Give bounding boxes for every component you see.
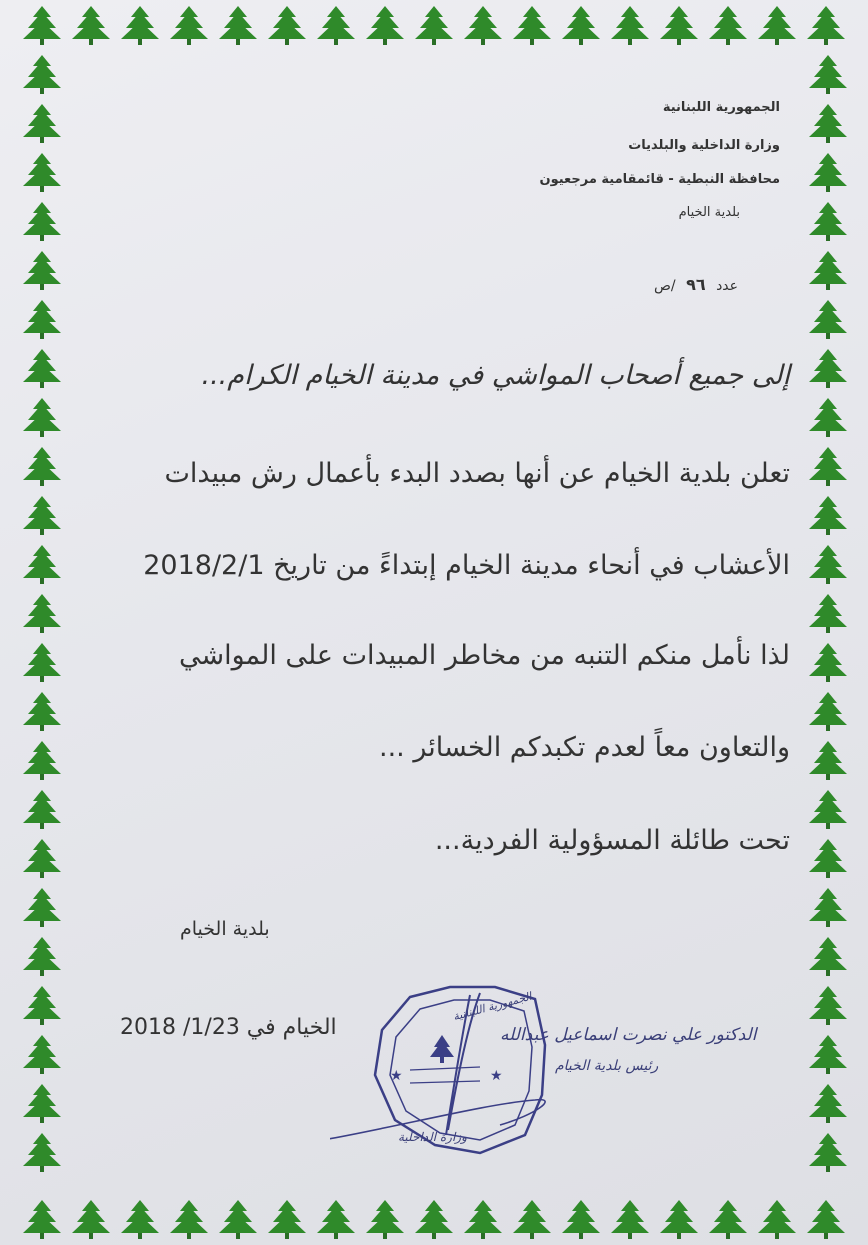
cedar-tree-icon xyxy=(268,6,306,45)
header-governorate: محافظة النبطية - قائمقامية مرجعيون xyxy=(539,172,780,187)
cedar-tree-icon xyxy=(219,1200,257,1239)
stamp-text-bottom: وزارة الداخلية xyxy=(398,1130,467,1144)
cedar-tree-icon xyxy=(809,202,847,241)
cedar-tree-icon xyxy=(807,1200,845,1239)
cedar-tree-icon xyxy=(23,398,61,437)
cedar-tree-icon xyxy=(23,55,61,94)
cedar-tree-icon xyxy=(809,447,847,486)
cedar-tree-icon xyxy=(809,741,847,780)
header-ministry: وزارة الداخلية والبلديات xyxy=(628,138,780,153)
cedar-tree-icon xyxy=(317,1200,355,1239)
cedar-tree-icon xyxy=(809,594,847,633)
reference-prefix: عدد xyxy=(716,278,738,294)
issuer-label: بلدية الخيام xyxy=(180,918,270,940)
header-municipality: بلدية الخيام xyxy=(678,205,740,220)
cedar-tree-icon xyxy=(809,251,847,290)
cedar-tree-icon xyxy=(121,1200,159,1239)
cedar-tree-icon xyxy=(809,1084,847,1123)
cedar-tree-icon xyxy=(415,6,453,45)
cedar-tree-icon xyxy=(23,251,61,290)
reference-number xyxy=(654,275,738,294)
salutation: إلى جميع أصحاب المواشي في مدينة الخيام الكرام... xyxy=(201,360,790,391)
cedar-tree-icon xyxy=(513,1200,551,1239)
body-line-4: والتعاون معاً لعدم تكبدكم الخسائر ... xyxy=(379,732,790,763)
cedar-tree-icon xyxy=(809,692,847,731)
cedar-tree-icon xyxy=(23,986,61,1025)
cedar-tree-icon xyxy=(809,153,847,192)
signatory-title: رئيس بلدية الخيام xyxy=(555,1058,659,1074)
cedar-tree-icon xyxy=(660,6,698,45)
cedar-seal-icon xyxy=(430,1035,454,1063)
cedar-tree-icon xyxy=(23,888,61,927)
cedar-tree-icon xyxy=(121,6,159,45)
cedar-tree-icon xyxy=(809,496,847,535)
cedar-tree-icon xyxy=(809,300,847,339)
header-republic: الجمهورية اللبنانية xyxy=(662,100,780,115)
stamp-text-top: الجمهورية اللبنانية xyxy=(451,989,534,1024)
cedar-tree-icon xyxy=(23,153,61,192)
cedar-tree-icon xyxy=(23,300,61,339)
cedar-tree-icon xyxy=(366,6,404,45)
cedar-tree-icon xyxy=(23,1133,61,1172)
cedar-tree-icon xyxy=(23,447,61,486)
body-line-5: تحت طائلة المسؤولية الفردية... xyxy=(434,825,790,856)
signatory-name: الدكتور علي نصرت اسماعيل عبدالله xyxy=(500,1025,757,1045)
cedar-tree-icon xyxy=(464,1200,502,1239)
reference-value: ٩٦ xyxy=(686,275,706,294)
cedar-tree-icon xyxy=(170,6,208,45)
body-line-2: الأعشاب في أنحاء مدينة الخيام إبتداءً من تاريخ 2018/2/1 xyxy=(143,550,790,581)
svg-text:★: ★ xyxy=(390,1068,403,1084)
cedar-tree-icon xyxy=(660,1200,698,1239)
cedar-tree-icon xyxy=(809,1035,847,1074)
cedar-tree-icon xyxy=(23,545,61,584)
cedar-tree-icon xyxy=(268,1200,306,1239)
reference-suffix: /ص xyxy=(653,278,676,294)
cedar-tree-icon xyxy=(562,6,600,45)
cedar-tree-icon xyxy=(809,104,847,143)
cedar-tree-icon xyxy=(809,839,847,878)
cedar-tree-icon xyxy=(23,643,61,682)
cedar-tree-icon xyxy=(809,349,847,388)
body-line-1: تعلن بلدية الخيام عن أنها بصدد البدء بأعمال رش مبيدات xyxy=(164,458,790,489)
cedar-tree-icon xyxy=(809,888,847,927)
date-line: الخيام في 1/23/ 2018 xyxy=(120,1015,337,1040)
cedar-tree-icon xyxy=(807,6,845,45)
cedar-tree-icon xyxy=(709,6,747,45)
cedar-tree-icon xyxy=(758,1200,796,1239)
cedar-tree-icon xyxy=(415,1200,453,1239)
cedar-tree-icon xyxy=(219,6,257,45)
cedar-tree-icon xyxy=(72,1200,110,1239)
cedar-tree-icon xyxy=(809,1133,847,1172)
cedar-tree-icon xyxy=(809,545,847,584)
cedar-tree-icon xyxy=(809,937,847,976)
cedar-tree-icon xyxy=(23,1200,61,1239)
cedar-tree-icon xyxy=(23,839,61,878)
cedar-tree-icon xyxy=(758,6,796,45)
svg-text:★: ★ xyxy=(490,1068,503,1084)
cedar-tree-icon xyxy=(709,1200,747,1239)
cedar-tree-icon xyxy=(464,6,502,45)
cedar-tree-icon xyxy=(23,349,61,388)
cedar-tree-icon xyxy=(23,6,61,45)
cedar-tree-icon xyxy=(317,6,355,45)
cedar-tree-icon xyxy=(23,790,61,829)
cedar-tree-icon xyxy=(72,6,110,45)
cedar-tree-icon xyxy=(23,594,61,633)
cedar-tree-icon xyxy=(23,202,61,241)
cedar-tree-icon xyxy=(611,1200,649,1239)
cedar-tree-icon xyxy=(170,1200,208,1239)
cedar-tree-icon xyxy=(809,398,847,437)
cedar-tree-icon xyxy=(366,1200,404,1239)
cedar-tree-icon xyxy=(611,6,649,45)
cedar-tree-icon xyxy=(23,496,61,535)
cedar-tree-icon xyxy=(23,692,61,731)
cedar-tree-icon xyxy=(23,937,61,976)
cedar-tree-icon xyxy=(809,790,847,829)
cedar-tree-icon xyxy=(23,1084,61,1123)
cedar-tree-icon xyxy=(809,643,847,682)
cedar-tree-icon xyxy=(513,6,551,45)
cedar-tree-icon xyxy=(23,741,61,780)
cedar-tree-icon xyxy=(562,1200,600,1239)
cedar-tree-icon xyxy=(23,1035,61,1074)
cedar-tree-icon xyxy=(809,986,847,1025)
cedar-tree-icon xyxy=(23,104,61,143)
body-line-3: لذا نأمل منكم التنبه من مخاطر المبيدات على المواشي xyxy=(178,640,790,671)
cedar-tree-icon xyxy=(809,55,847,94)
